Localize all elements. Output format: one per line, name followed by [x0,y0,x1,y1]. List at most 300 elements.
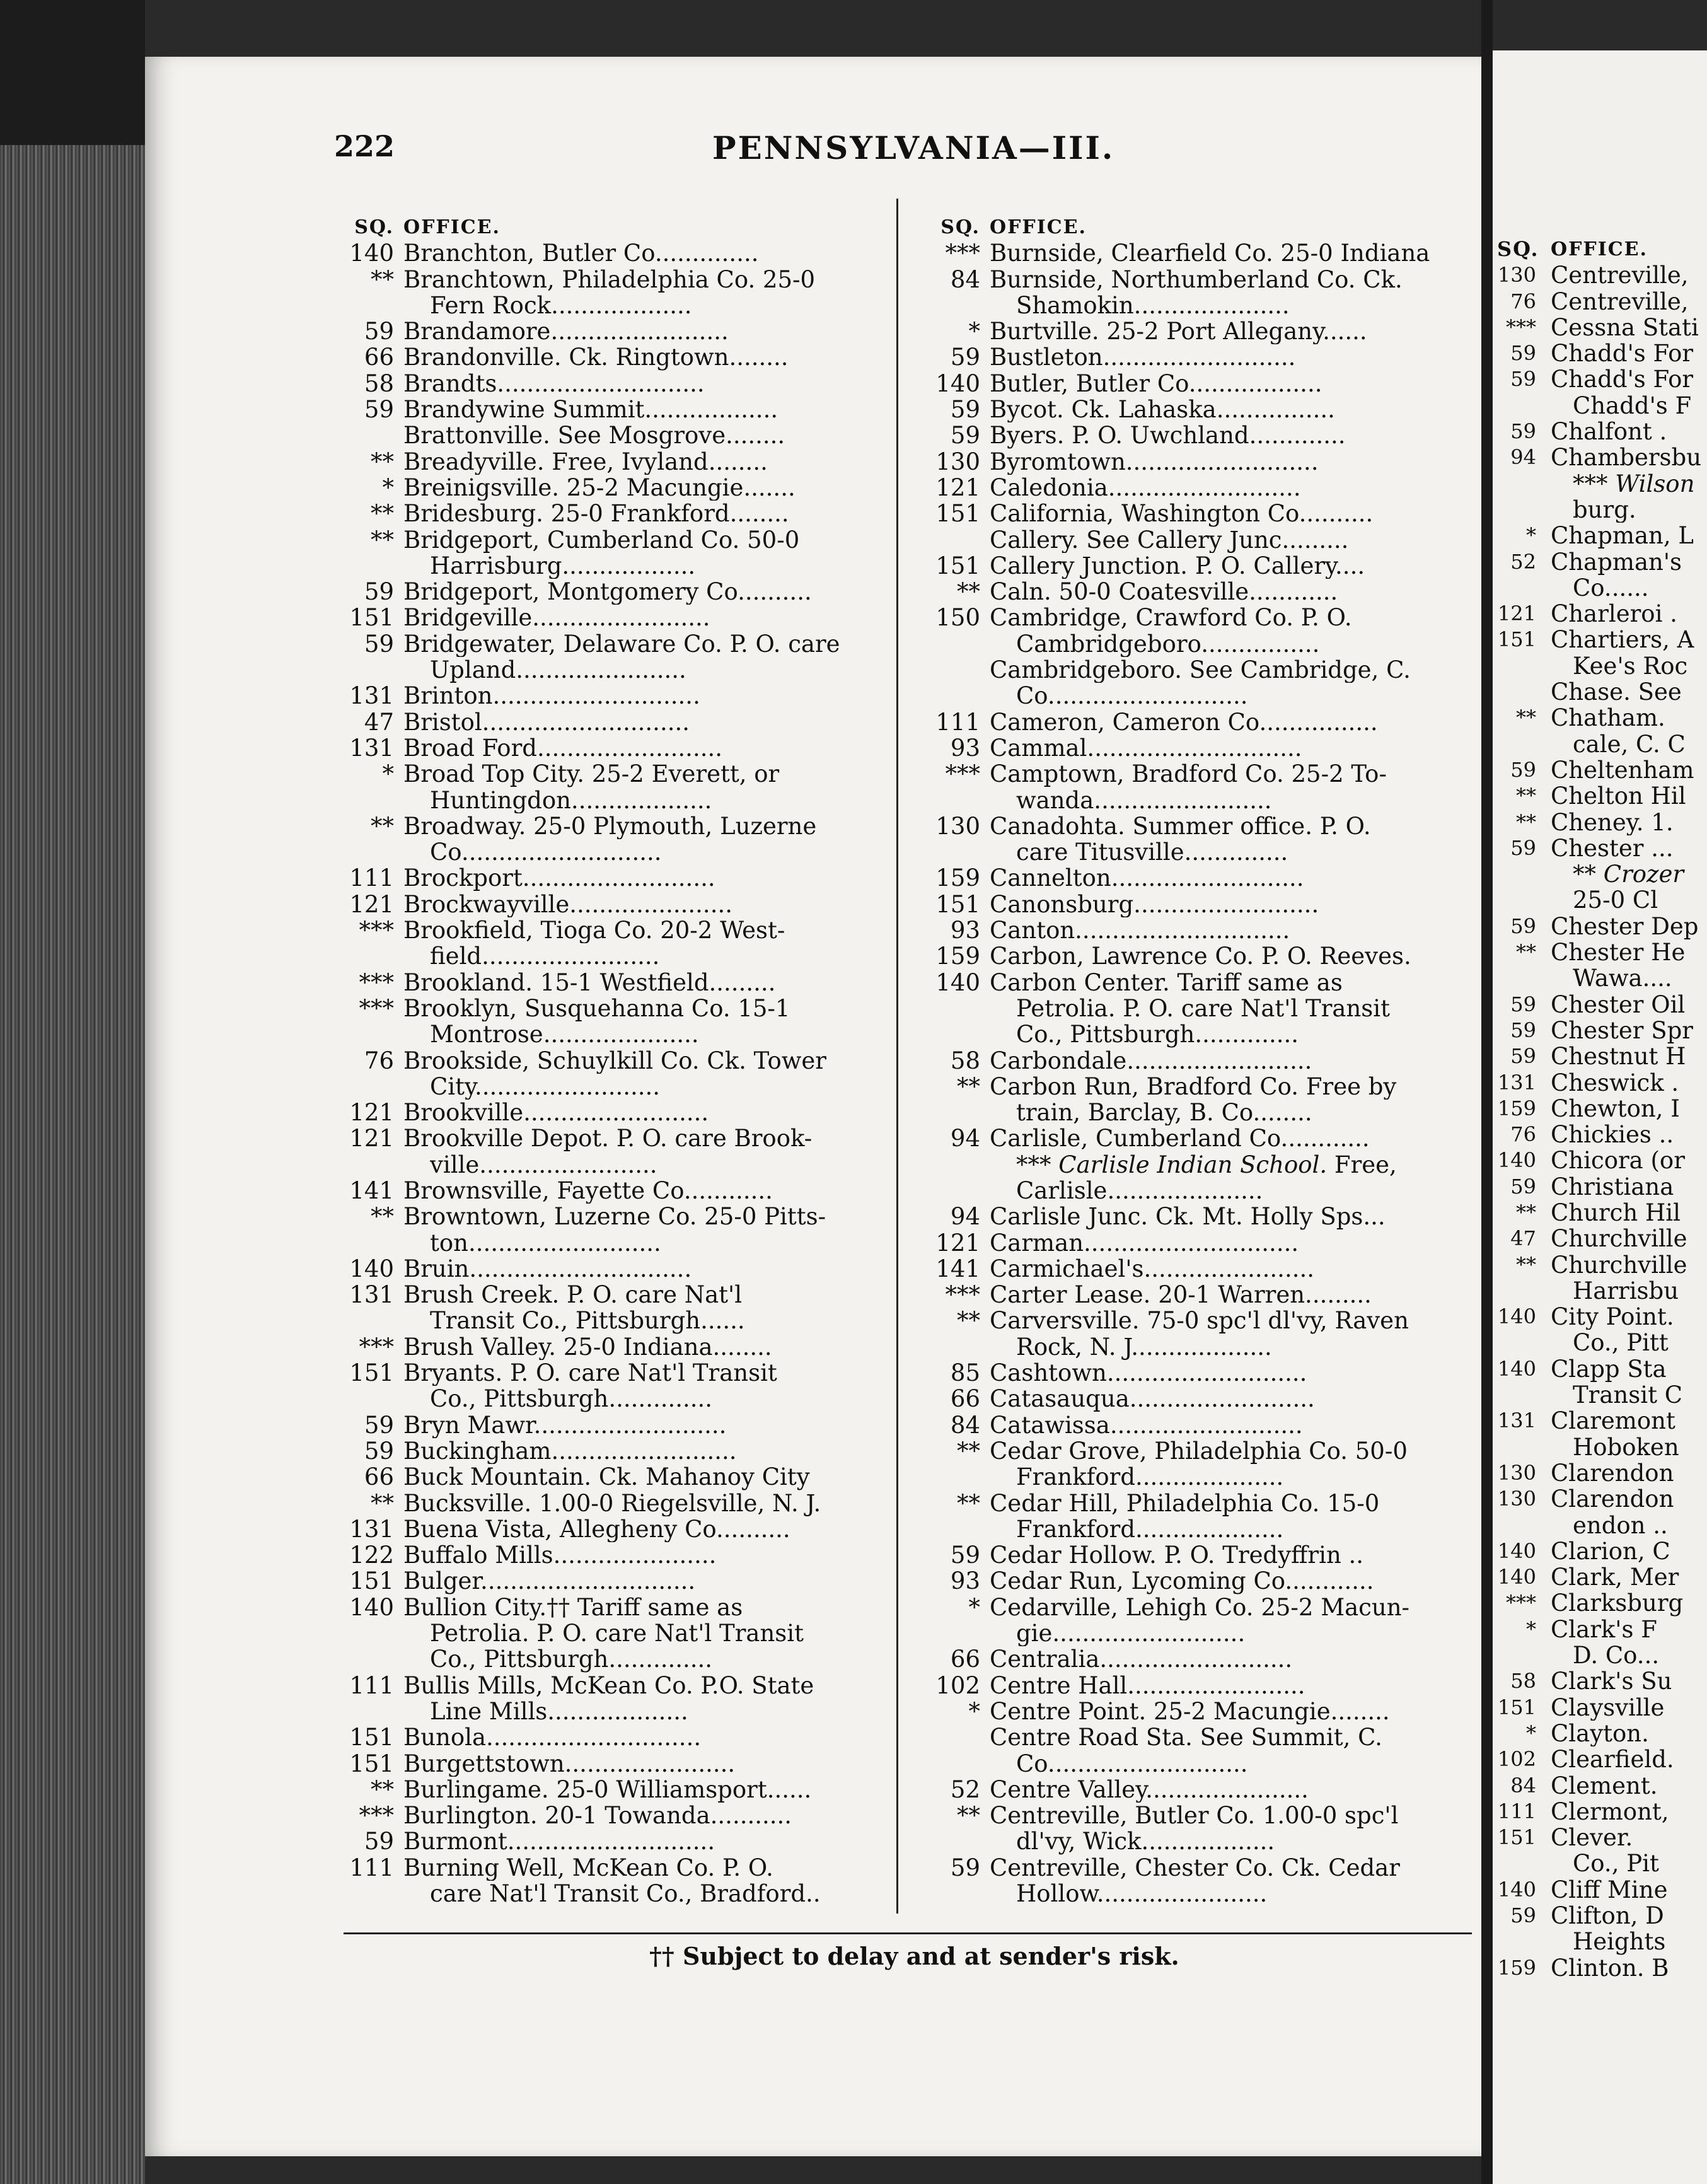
office-name: Petrolia. P. O. care Nat'l Transit [430,1620,804,1647]
office-name: Clarion, C [1551,1538,1670,1565]
office-name: City Point. [1551,1304,1674,1330]
entry-row [334,1568,876,1594]
entry-row [334,1724,876,1750]
office-name: Co., Pittsburgh.............. [430,1386,713,1412]
office-name: Clarendon [1551,1460,1674,1487]
entry-row [334,1751,876,1777]
entry-row [334,709,876,735]
entry-row [334,1282,876,1308]
office-name: Clapp Sta [1551,1356,1667,1383]
office-name: Brandts............................ [403,370,705,397]
office-name: Centre Hall........................ [990,1672,1305,1699]
sq-number: 140 [1497,1148,1536,1173]
entry-row [1497,1617,1707,1642]
entry-row [920,1386,1475,1412]
office-name: Burnside, Clearfield Co. 25-0 Indiana [990,240,1430,267]
entry-row [334,1152,876,1178]
entry-row [1497,497,1707,523]
entry-row [920,1204,1475,1229]
sq-number: 121 [349,1125,394,1152]
sq-number: * [1526,523,1536,548]
office-name: Chester Dep [1551,913,1699,940]
office-name: dl'vy, Wick.................. [1016,1828,1275,1855]
entry-row [1497,1330,1707,1356]
sq-header: SQ. [354,216,394,238]
entry-row [334,735,876,761]
sq-number: ** [371,448,394,475]
entry-row [334,579,876,605]
entry-row [334,683,876,709]
entry-row [1497,1538,1707,1564]
sq-number: ** [957,1803,980,1829]
office-name: Butler, Butler Co.................. [990,370,1322,397]
office-name: Bruin.............................. [403,1255,692,1282]
entry-row [334,475,876,501]
office-name: Chester ... [1551,835,1674,862]
entry-row [920,761,1475,787]
office-name: ton.......................... [430,1229,661,1256]
office-name: Breinigsville. 25-2 Macungie....... [403,474,796,501]
office-name: Carter Lease. 20-1 Warren......... [990,1282,1372,1308]
sq-number: ** [957,1073,980,1100]
entry-row [920,709,1475,735]
office-name: Cannelton.......................... [990,865,1304,892]
sq-number: 141 [935,1255,980,1282]
office-name: Cambridgeboro................ [1016,630,1320,658]
office-name: Buffalo Mills...................... [403,1542,717,1569]
office-name: Co., Pittsburgh.............. [430,1646,713,1673]
entry-row [334,1855,876,1881]
entry-row [1497,1513,1707,1538]
office-name: Chadd's F [1573,392,1692,419]
sq-number: 59 [950,1542,980,1569]
office-name: Brandonville. Ck. Ringtown........ [403,344,789,371]
office-name: Frankford.................... [1016,1464,1284,1490]
sq-number: * [968,1594,980,1621]
entry-row [334,1334,876,1360]
office-name: Bucksville. 1.00-0 Riegelsville, N. J. [403,1490,821,1516]
sq-number: 76 [1510,1122,1536,1147]
office-name: Christiana [1551,1173,1674,1200]
sq-number: 111 [935,709,980,735]
entry-row [334,1048,876,1074]
office-name: care Titusville.............. [1016,839,1288,866]
sq-number: 59 [1510,757,1536,782]
entry-row [334,553,876,579]
entry-row [920,397,1475,422]
entry-row [920,1568,1475,1594]
office-name: Petrolia. P. O. care Nat'l Transit [1016,995,1390,1022]
office-name: Buck Mountain. Ck. Mahanoy City [403,1464,810,1490]
office-name: Byromtown.......................... [990,448,1319,475]
office-name: Burnside, Northumberland Co. Ck. [990,266,1403,293]
entry-row [1497,549,1707,575]
entry-row [920,1230,1475,1256]
sq-number: 93 [950,735,980,762]
entry-row [334,1386,876,1412]
entry-row [1497,1668,1707,1694]
office-name: Harrisburg.................. [430,552,696,579]
entry-row [1497,1070,1707,1096]
entry-row [920,422,1475,448]
entry-row [1497,627,1707,653]
sq-number: 94 [950,1125,980,1152]
office-name: Cashtown........................... [990,1360,1307,1386]
sq-number: * [382,474,394,501]
sq-number: 151 [935,501,980,527]
office-name: Brandamore........................ [403,318,729,345]
sq-number: 111 [349,1854,394,1881]
entry-row [1497,471,1707,497]
sq-number: 93 [950,1568,980,1594]
sq-number: *** [359,917,394,944]
office-name: Chase. See [1551,679,1682,706]
entry-row [1497,810,1707,835]
entry-row [920,996,1475,1021]
office-name: Clark's F [1551,1616,1657,1643]
sq-number: 130 [1497,1487,1536,1511]
entry-row [334,657,876,683]
entry-row [920,1074,1475,1100]
office-name: Line Mills................... [430,1698,688,1725]
sq-number: *** [945,240,980,267]
office-header: OFFICE. [1551,238,1648,260]
entry-row [1497,262,1707,288]
office-name: Bridgewater, Delaware Co. P. O. care [403,630,840,658]
sq-header: SQ. [940,216,980,238]
office-name: Chadd's For [1551,366,1694,393]
office-name: Bunola............................. [403,1724,702,1751]
page-header [334,129,1368,173]
entry-row [334,1074,876,1100]
entry-row [1497,939,1707,965]
office-name: Brinton............................ [403,683,700,709]
entry-row [920,787,1475,813]
entry-row [334,1100,876,1125]
entry-row [1497,1304,1707,1330]
sq-number: 131 [349,1516,394,1543]
entry-row [920,344,1475,370]
office-name: Chapman, L [1551,523,1694,549]
sq-number: 140 [1497,1877,1536,1902]
entry-row [920,1673,1475,1699]
office-name: Brattonville. See Mosgrove........ [403,422,785,449]
office-name: Clarendon [1551,1486,1674,1513]
entry-row [1497,1434,1707,1460]
office-name: endon .. [1573,1512,1668,1538]
entry-row [920,735,1475,761]
sq-number: 59 [364,318,394,345]
entry-row [1497,679,1707,705]
entry-row [1497,1903,1707,1929]
sq-number: 121 [349,1100,394,1126]
office-name: Clearfield. [1551,1746,1674,1773]
office-name: *** Wilson [1573,470,1695,497]
entry-row [1497,523,1707,549]
entry-row [334,787,876,813]
sq-number: 59 [950,422,980,449]
entry-row [334,449,876,475]
sq-number: ** [1516,1200,1536,1224]
sq-number: 59 [1510,1044,1536,1069]
office-name: Bryn Mawr.......................... [403,1412,727,1438]
sq-number: 59 [1510,341,1536,366]
book-spine [0,0,145,2184]
entry-row [1497,289,1707,315]
entry-row [1497,1825,1707,1850]
office-name: wanda........................ [1016,787,1272,813]
column-divider [896,199,898,1914]
entry-row [920,1751,1475,1777]
sq-number: 59 [1510,1018,1536,1042]
sq-number: ** [371,1204,394,1230]
entry-row [920,1828,1475,1854]
office-name: Chester Spr [1551,1017,1693,1044]
office-name: Cheney. 1. [1551,809,1674,835]
entry-row [1497,1486,1707,1512]
entry-row [920,631,1475,657]
entry-row [1497,1695,1707,1721]
office-name: Bridgeville........................ [403,605,710,631]
sq-number: 140 [1497,1538,1536,1563]
sq-number: 59 [1510,367,1536,392]
office-name: Carversville. 75-0 spc'l dl'vy, Raven [990,1308,1409,1334]
office-name: Kee's Roc [1573,653,1688,680]
entry-row [334,1021,876,1047]
entry-row [920,1152,1475,1178]
sq-number: 52 [950,1776,980,1803]
sq-number: 59 [950,397,980,423]
sq-number: *** [945,1282,980,1308]
sq-number: ** [957,579,980,605]
entry-row [1497,444,1707,470]
office-name: Shamokin..................... [1016,292,1290,319]
entry-row [334,1777,876,1803]
office-name: Burgettstown....................... [403,1750,736,1777]
entry-row [920,1777,1475,1803]
office-name: Transit C [1573,1382,1683,1409]
sq-number: 140 [349,240,394,267]
entry-row [920,657,1475,683]
office-name: Hollow....................... [1016,1881,1268,1907]
entry-row [1497,1018,1707,1043]
office-name: Chadd's For [1551,340,1694,367]
office-header: OFFICE. [990,216,1087,238]
entry-row [334,371,876,397]
sq-number: 111 [349,865,394,892]
office-name: Clever. [1551,1825,1633,1851]
sq-number: 140 [1497,1565,1536,1589]
entry-row [334,1828,876,1854]
office-name: Broad Ford......................... [403,735,722,762]
sq-number: 84 [950,266,980,293]
entry-row [334,267,876,293]
office-name: D. Co... [1573,1642,1660,1669]
office-name: Cliff Mine [1551,1876,1668,1903]
entry-row [920,1412,1475,1438]
sq-number: 151 [1497,1825,1536,1850]
entry-row [920,865,1475,891]
office-name: Canton............................. [990,917,1290,944]
page-gutter [1481,0,1493,2184]
entry-row [920,1438,1475,1464]
sq-number: 58 [950,1047,980,1074]
entry-row [920,1803,1475,1828]
entry-row [920,1021,1475,1047]
sq-number: 58 [364,370,394,397]
entry-row [334,1673,876,1699]
entry-row [920,371,1475,397]
office-name: Co., Pittsburgh.............. [1016,1021,1299,1048]
office-name: City......................... [430,1073,661,1100]
entry-row [334,1256,876,1282]
office-name: Clifton, D [1551,1903,1664,1929]
office-name: Carlisle..................... [1016,1177,1263,1204]
office-name: Bustleton.......................... [990,344,1296,371]
office-name: Transit Co., Pittsburgh...... [430,1308,745,1334]
office-name: Brownsville, Fayette Co............ [403,1177,773,1204]
entry-row [1497,1278,1707,1304]
column-1 [334,214,876,1907]
page-number: 222 [334,129,395,163]
office-name: gie.......................... [1016,1620,1246,1647]
sq-number: 76 [364,1047,394,1074]
entry-row [1497,1877,1707,1903]
sq-number: ** [957,1308,980,1334]
sq-number: 59 [1510,914,1536,938]
entry-row [920,449,1475,475]
sq-number: 159 [1497,1096,1536,1120]
office-name: Centralia.......................... [990,1646,1293,1673]
office-name: Bullis Mills, McKean Co. P.O. State [403,1672,814,1699]
office-name: Browntown, Luzerne Co. 25-0 Pitts- [403,1204,826,1230]
entry-row [920,267,1475,293]
entry-row [1497,315,1707,340]
office-name: Cambridge, Crawford Co. P. O. [990,605,1352,631]
office-name: care Nat'l Transit Co., Bradford.. [430,1881,821,1907]
office-name: Brooklyn, Susquehanna Co. 15-1 [403,995,790,1022]
office-name: Cameron, Cameron Co................ [990,709,1378,735]
office-name: Broadway. 25-0 Plymouth, Luzerne [403,813,817,840]
entry-row [1497,1929,1707,1955]
sq-number: 140 [349,1594,394,1621]
office-name: Cedar Hill, Philadelphia Co. 15-0 [990,1490,1380,1516]
entry-row [334,318,876,344]
entry-row [920,1048,1475,1074]
sq-number: 121 [349,891,394,918]
sq-number: 140 [1497,1304,1536,1329]
office-name: Chalfont . [1551,419,1667,445]
office-name: Branchton, Butler Co.............. [403,240,759,267]
sq-number: 58 [1510,1669,1536,1693]
office-name: Carman............................. [990,1229,1299,1256]
entry-row [1497,1200,1707,1226]
sq-number: 150 [935,605,980,631]
sq-number: 140 [935,370,980,397]
office-name: Broad Top City. 25-2 Everett, or [403,761,780,787]
sq-number: 111 [349,1672,394,1699]
entry-row [920,1100,1475,1125]
entry-row [920,475,1475,501]
sq-number: *** [359,995,394,1022]
entry-row [920,892,1475,917]
entry-row [1497,1174,1707,1200]
sq-number: ** [957,1490,980,1516]
sq-number: 84 [1510,1773,1536,1798]
sq-number: 59 [364,630,394,658]
entry-row [1497,1096,1707,1122]
office-name: Camptown, Bradford Co. 25-2 To- [990,761,1387,787]
entry-row [334,344,876,370]
office-name: ** Crozer [1573,861,1684,888]
office-name: Heights [1573,1929,1666,1955]
entry-row [920,605,1475,630]
sq-number: 59 [1510,835,1536,860]
office-name: Brookside, Schuylkill Co. Ck. Tower [403,1047,826,1074]
entry-row [920,1360,1475,1386]
office-name: Callery. See Callery Junc......... [990,526,1349,553]
sq-number: 131 [1497,1070,1536,1095]
office-name: California, Washington Co.......... [990,501,1374,527]
entry-row [1497,1955,1707,1981]
entry-row [920,839,1475,865]
sq-number: *** [1506,1591,1536,1615]
entry-row [1497,1252,1707,1278]
sq-number: * [968,1698,980,1725]
entry-row [334,1620,876,1646]
office-name: burg. [1573,496,1636,523]
sq-number: 141 [349,1177,394,1204]
entry-row [1497,1564,1707,1590]
office-name: Brush Creek. P. O. care Nat'l [403,1282,743,1308]
office-name: Bridgeport, Montgomery Co.......... [403,579,812,605]
office-name: Co., Pit [1573,1850,1659,1877]
entry-row [334,605,876,630]
office-name: Callery Junction. P. O. Callery.... [990,552,1365,579]
column-3-partial [1497,236,1707,1981]
office-name: Cambridgeboro. See Cambridge, C. [990,657,1411,683]
sq-number: 121 [1497,601,1536,626]
sq-number: 66 [950,1386,980,1412]
office-name: Clark's Su [1551,1668,1672,1695]
entry-row [334,1125,876,1151]
book-spine-shadow [0,0,145,145]
sq-number: 84 [950,1412,980,1438]
entry-row [920,579,1475,605]
entry-row [1497,653,1707,679]
sq-number: * [1526,1721,1536,1745]
entry-row [1497,1460,1707,1486]
sq-number: 59 [950,344,980,371]
sq-number: 93 [950,917,980,944]
entry-row [920,1881,1475,1907]
office-name: Chelton Hil [1551,783,1686,810]
entry-row [920,1308,1475,1333]
entry-row [920,1516,1475,1542]
entry-row [920,1125,1475,1151]
office-name: Centreville, [1551,288,1689,315]
office-name: Chambersbu [1551,444,1702,471]
sq-number: * [382,761,394,787]
office-name: Clement. [1551,1772,1658,1799]
entry-row [334,1464,876,1490]
entry-row [334,422,876,448]
office-name: Montrose..................... [430,1021,699,1048]
column-header [334,214,876,240]
office-name: Brush Valley. 25-0 Indiana........ [403,1333,772,1361]
office-name: Breadyville. Free, Ivyland........ [403,448,768,475]
entry-row [1497,783,1707,809]
